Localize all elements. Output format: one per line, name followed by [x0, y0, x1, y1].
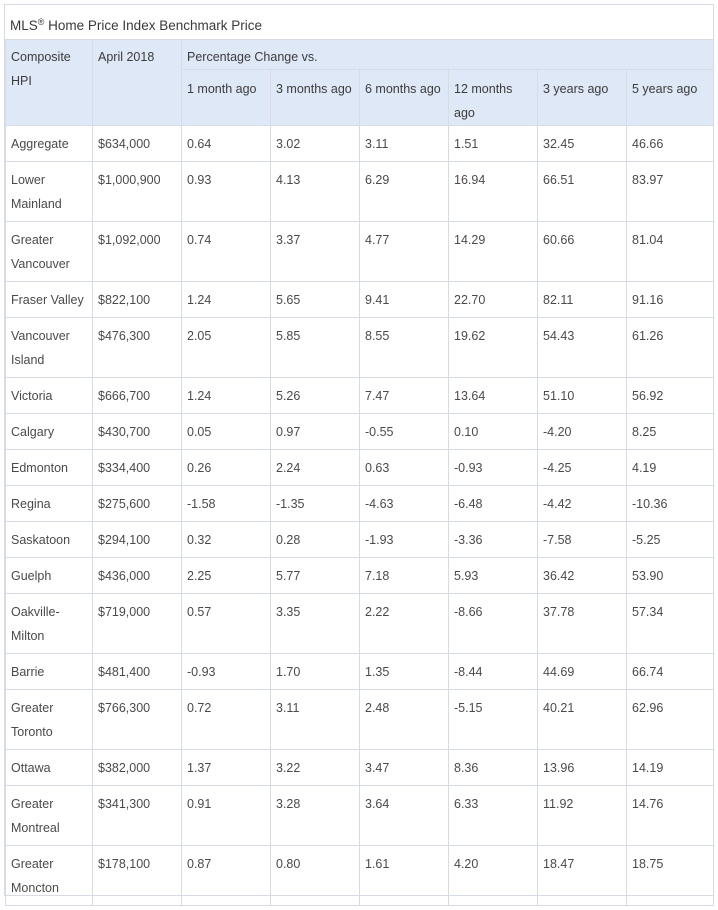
percent-change-cell: 66.74 — [627, 654, 714, 690]
percent-change-cell: -0.93 — [449, 450, 538, 486]
percent-change-cell: 83.97 — [627, 162, 714, 222]
benchmark-price: $430,700 — [93, 414, 182, 450]
benchmark-price: $436,000 — [93, 558, 182, 594]
percent-change-cell: 1.70 — [271, 654, 360, 690]
table-row — [6, 318, 714, 378]
header-period: 12 months ago — [449, 70, 538, 126]
percent-change-cell: 14.76 — [627, 786, 714, 846]
percent-change-cell: 1.24 — [182, 378, 271, 414]
percent-change-cell: 3.37 — [271, 222, 360, 282]
percent-change-cell: 0.28 — [271, 522, 360, 558]
percent-change-cell: 3.47 — [360, 750, 449, 786]
percent-change-cell: 60.66 — [538, 222, 627, 282]
benchmark-price: $822,100 — [93, 282, 182, 318]
percent-change-cell: 0.64 — [182, 126, 271, 162]
percent-change-cell: 9.41 — [360, 282, 449, 318]
region-name: Lower Mainland — [6, 162, 93, 222]
percent-change-cell: 82.11 — [538, 282, 627, 318]
percent-change-cell: 8.36 — [449, 750, 538, 786]
percent-change-cell: 0.63 — [360, 450, 449, 486]
header-period: 5 years ago — [627, 70, 714, 126]
header-period: 6 months ago — [360, 70, 449, 126]
percent-change-cell: 1.37 — [182, 750, 271, 786]
percent-change-cell: 4.20 — [449, 846, 538, 906]
percent-change-cell: 0.97 — [271, 414, 360, 450]
benchmark-price: $476,300 — [93, 318, 182, 378]
table-row — [6, 282, 714, 318]
percent-change-cell: 36.42 — [538, 558, 627, 594]
percent-change-cell: 57.34 — [627, 594, 714, 654]
hpi-table-container — [4, 4, 714, 896]
region-name: Calgary — [6, 414, 93, 450]
percent-change-cell: 14.29 — [449, 222, 538, 282]
percent-change-cell: -4.42 — [538, 486, 627, 522]
table-row — [6, 378, 714, 414]
percent-change-cell: 32.45 — [538, 126, 627, 162]
percent-change-cell: 19.62 — [449, 318, 538, 378]
table-row — [6, 126, 714, 162]
header-row-1 — [6, 40, 714, 70]
table-caption — [5, 5, 713, 39]
percent-change-cell: 0.80 — [271, 846, 360, 906]
percent-change-cell: -1.58 — [182, 486, 271, 522]
percent-change-cell: -1.35 — [271, 486, 360, 522]
table-row — [6, 162, 714, 222]
header-composite-hpi: Composite HPI — [6, 40, 93, 126]
percent-change-cell: 5.93 — [449, 558, 538, 594]
table-row — [6, 594, 714, 654]
percent-change-cell: 0.26 — [182, 450, 271, 486]
percent-change-cell: 2.22 — [360, 594, 449, 654]
table-row — [6, 558, 714, 594]
header-period: 1 month ago — [182, 70, 271, 126]
percent-change-cell: 3.22 — [271, 750, 360, 786]
percent-change-cell: 13.64 — [449, 378, 538, 414]
percent-change-cell: 2.05 — [182, 318, 271, 378]
percent-change-cell: 56.92 — [627, 378, 714, 414]
percent-change-cell: 3.02 — [271, 126, 360, 162]
percent-change-cell: 5.26 — [271, 378, 360, 414]
percent-change-cell: 62.96 — [627, 690, 714, 750]
percent-change-cell: 4.13 — [271, 162, 360, 222]
percent-change-cell: 5.65 — [271, 282, 360, 318]
percent-change-cell: 16.94 — [449, 162, 538, 222]
percent-change-cell: 7.18 — [360, 558, 449, 594]
percent-change-cell: 81.04 — [627, 222, 714, 282]
percent-change-cell: -4.20 — [538, 414, 627, 450]
percent-change-cell: 0.32 — [182, 522, 271, 558]
percent-change-cell: 18.75 — [627, 846, 714, 906]
region-name: Saskatoon — [6, 522, 93, 558]
percent-change-cell: 4.77 — [360, 222, 449, 282]
registered-mark: ® — [37, 17, 45, 27]
region-name: Fraser Valley — [6, 282, 93, 318]
hpi-table — [5, 39, 714, 906]
percent-change-cell: 40.21 — [538, 690, 627, 750]
caption-text: Home Price Index Benchmark Price — [44, 18, 262, 33]
header-period: 3 years ago — [538, 70, 627, 126]
percent-change-cell: -6.48 — [449, 486, 538, 522]
table-body — [6, 126, 714, 906]
percent-change-cell: -8.44 — [449, 654, 538, 690]
percent-change-cell: 6.33 — [449, 786, 538, 846]
benchmark-price: $178,100 — [93, 846, 182, 906]
percent-change-cell: 2.25 — [182, 558, 271, 594]
percent-change-cell: 6.29 — [360, 162, 449, 222]
percent-change-cell: 0.72 — [182, 690, 271, 750]
percent-change-cell: -4.63 — [360, 486, 449, 522]
region-name: Ottawa — [6, 750, 93, 786]
percent-change-cell: 11.92 — [538, 786, 627, 846]
percent-change-cell: 14.19 — [627, 750, 714, 786]
percent-change-cell: 8.55 — [360, 318, 449, 378]
benchmark-price: $719,000 — [93, 594, 182, 654]
benchmark-price: $275,600 — [93, 486, 182, 522]
percent-change-cell: 4.19 — [627, 450, 714, 486]
region-name: Victoria — [6, 378, 93, 414]
percent-change-cell: -4.25 — [538, 450, 627, 486]
percent-change-cell: 5.77 — [271, 558, 360, 594]
percent-change-cell: -5.15 — [449, 690, 538, 750]
percent-change-cell: 3.28 — [271, 786, 360, 846]
benchmark-price: $634,000 — [93, 126, 182, 162]
percent-change-cell: -0.93 — [182, 654, 271, 690]
region-name: Vancouver Island — [6, 318, 93, 378]
benchmark-price: $294,100 — [93, 522, 182, 558]
percent-change-cell: -5.25 — [627, 522, 714, 558]
caption-prefix: MLS — [10, 18, 38, 33]
percent-change-cell: 3.35 — [271, 594, 360, 654]
percent-change-cell: 0.87 — [182, 846, 271, 906]
percent-change-cell: 1.61 — [360, 846, 449, 906]
region-name: Greater Moncton — [6, 846, 93, 906]
benchmark-price: $766,300 — [93, 690, 182, 750]
table-row — [6, 690, 714, 750]
region-name: Regina — [6, 486, 93, 522]
table-row — [6, 522, 714, 558]
region-name: Barrie — [6, 654, 93, 690]
header-percentage-change: Percentage Change vs. — [182, 40, 714, 70]
percent-change-cell: -0.55 — [360, 414, 449, 450]
benchmark-price: $334,400 — [93, 450, 182, 486]
percent-change-cell: 0.91 — [182, 786, 271, 846]
percent-change-cell: 3.11 — [271, 690, 360, 750]
region-name: Oakville-Milton — [6, 594, 93, 654]
percent-change-cell: 8.25 — [627, 414, 714, 450]
percent-change-cell: 0.57 — [182, 594, 271, 654]
percent-change-cell: 13.96 — [538, 750, 627, 786]
percent-change-cell: 3.64 — [360, 786, 449, 846]
percent-change-cell: 3.11 — [360, 126, 449, 162]
percent-change-cell: -8.66 — [449, 594, 538, 654]
percent-change-cell: 2.24 — [271, 450, 360, 486]
percent-change-cell: 1.24 — [182, 282, 271, 318]
table-row — [6, 654, 714, 690]
table-row — [6, 486, 714, 522]
region-name: Greater Vancouver — [6, 222, 93, 282]
table-row — [6, 750, 714, 786]
benchmark-price: $341,300 — [93, 786, 182, 846]
percent-change-cell: -3.36 — [449, 522, 538, 558]
percent-change-cell: 0.10 — [449, 414, 538, 450]
percent-change-cell: -10.36 — [627, 486, 714, 522]
percent-change-cell: 0.93 — [182, 162, 271, 222]
percent-change-cell: 51.10 — [538, 378, 627, 414]
region-name: Edmonton — [6, 450, 93, 486]
percent-change-cell: 44.69 — [538, 654, 627, 690]
percent-change-cell: 91.16 — [627, 282, 714, 318]
percent-change-cell: -1.93 — [360, 522, 449, 558]
percent-change-cell: -7.58 — [538, 522, 627, 558]
benchmark-price: $1,000,900 — [93, 162, 182, 222]
percent-change-cell: 66.51 — [538, 162, 627, 222]
percent-change-cell: 46.66 — [627, 126, 714, 162]
benchmark-price: $481,400 — [93, 654, 182, 690]
percent-change-cell: 53.90 — [627, 558, 714, 594]
region-name: Aggregate — [6, 126, 93, 162]
benchmark-price: $1,092,000 — [93, 222, 182, 282]
table-row — [6, 846, 714, 906]
percent-change-cell: 61.26 — [627, 318, 714, 378]
header-april-2018: April 2018 — [93, 40, 182, 126]
table-row — [6, 786, 714, 846]
percent-change-cell: 1.51 — [449, 126, 538, 162]
percent-change-cell: 18.47 — [538, 846, 627, 906]
percent-change-cell: 22.70 — [449, 282, 538, 318]
header-period: 3 months ago — [271, 70, 360, 126]
percent-change-cell: 0.74 — [182, 222, 271, 282]
region-name: Greater Montreal — [6, 786, 93, 846]
benchmark-price: $666,700 — [93, 378, 182, 414]
region-name: Guelph — [6, 558, 93, 594]
percent-change-cell: 1.35 — [360, 654, 449, 690]
percent-change-cell: 37.78 — [538, 594, 627, 654]
table-row — [6, 450, 714, 486]
percent-change-cell: 2.48 — [360, 690, 449, 750]
table-row — [6, 414, 714, 450]
table-row — [6, 222, 714, 282]
benchmark-price: $382,000 — [93, 750, 182, 786]
percent-change-cell: 7.47 — [360, 378, 449, 414]
percent-change-cell: 54.43 — [538, 318, 627, 378]
region-name: Greater Toronto — [6, 690, 93, 750]
percent-change-cell: 5.85 — [271, 318, 360, 378]
percent-change-cell: 0.05 — [182, 414, 271, 450]
